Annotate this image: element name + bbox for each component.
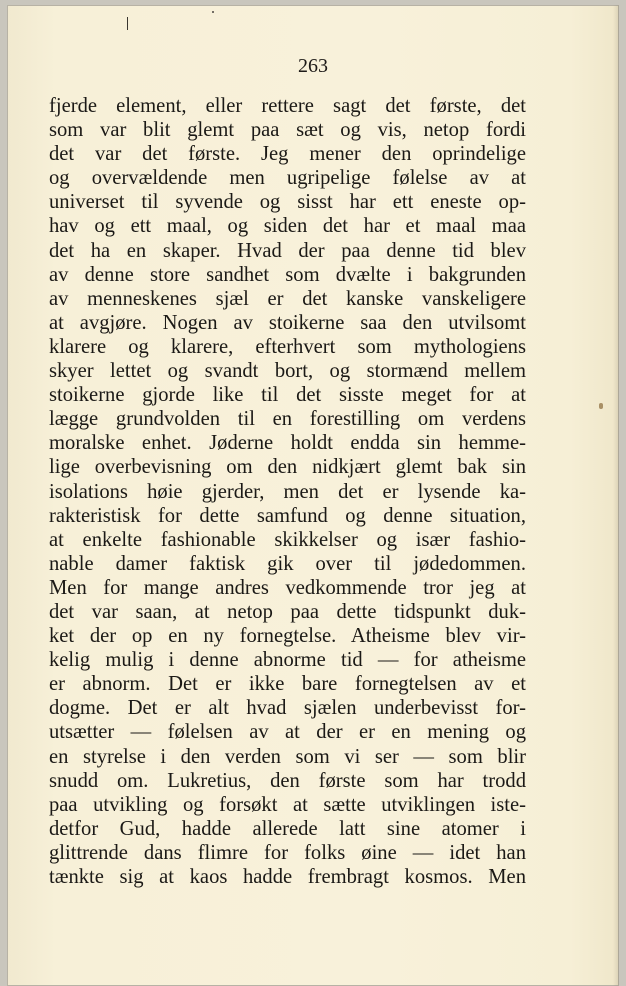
text-line: stoikerne gjorde like til det sisste meget for at	[49, 384, 526, 407]
text-line: er abnorm. Det er ikke bare fornegtelsen av et	[49, 673, 526, 696]
text-line: av denne store sandhet som dvælte i bakgrunden	[49, 263, 526, 286]
text-line: detfor Gud, hadde allerede latt sine atomer i	[49, 817, 526, 840]
text-line: en styrelse i den verden som vi ser — som blir	[49, 745, 526, 768]
page-number: 263	[298, 55, 328, 77]
text-line: lægge grundvolden til en forestilling om verdens	[49, 408, 526, 431]
text-line: dogme. Det er alt hvad sjælen underbevisst for-	[49, 697, 526, 720]
text-line: kelig mulig i denne abnorme tid — for atheisme	[49, 649, 526, 672]
text-line: tænkte sig at kaos hadde frembragt kosmos. Men	[49, 866, 526, 888]
body-text	[49, 94, 526, 889]
text-line: og overvældende men ugripelige følelse av at	[49, 167, 526, 190]
page-edge-shadow	[613, 5, 619, 986]
text-line: Men for mange andres vedkommende tror jeg at	[49, 576, 526, 599]
text-line: hav og ett maal, og siden det har et maal maa	[49, 215, 526, 238]
page-speck	[599, 403, 603, 409]
text-line: at enkelte fashionable skikkelser og især fashio-	[49, 528, 526, 551]
text-line: rakteristisk for dette samfund og denne situation,	[49, 504, 526, 527]
text-line: isolations høie gjerder, men det er lysende ka-	[49, 480, 526, 503]
text-line: fjerde element, eller rettere sagt det første, det	[49, 95, 526, 117]
text-line: det var det første. Jeg mener den oprindelige	[49, 143, 526, 166]
text-line: glittrende dans flimre for folks øine — idet han	[49, 841, 526, 864]
scan-dot	[212, 11, 214, 13]
text-line: utsætter — følelsen av at der er en mening og	[49, 721, 526, 744]
text-line: lige overbevisning om den nidkjært glemt bak sin	[49, 456, 526, 479]
text-line: moralske enhet. Jøderne holdt endda sin hemme-	[49, 432, 526, 455]
text-line: ket der op en ny fornegtelse. Atheisme blev vir-	[49, 625, 526, 648]
text-line: klarere og klarere, efterhvert som mythologiens	[49, 335, 526, 358]
text-line: nable damer faktisk gik over til jødedommen.	[49, 552, 526, 575]
text-line: skyer lettet og svandt bort, og stormænd mellem	[49, 360, 526, 383]
text-line: universet til syvende og sisst har ett eneste op-	[49, 191, 526, 214]
book-page	[7, 5, 619, 986]
text-line: det var saan, at netop paa dette tidspunkt duk-	[49, 600, 526, 623]
text-line: at avgjøre. Nogen av stoikerne saa den utvilsomt	[49, 311, 526, 334]
text-line: snudd om. Lukretius, den første som har trodd	[49, 769, 526, 792]
text-line: av menneskenes sjæl er det kanske vanskeligere	[49, 287, 526, 310]
scan-mark	[127, 17, 128, 30]
text-line: som var blit glemt paa sæt og vis, netop fordi	[49, 119, 526, 142]
text-line: paa utvikling og forsøkt at sætte utviklingen iste-	[49, 793, 526, 816]
text-line: det ha en skaper. Hvad der paa denne tid blev	[49, 239, 526, 262]
